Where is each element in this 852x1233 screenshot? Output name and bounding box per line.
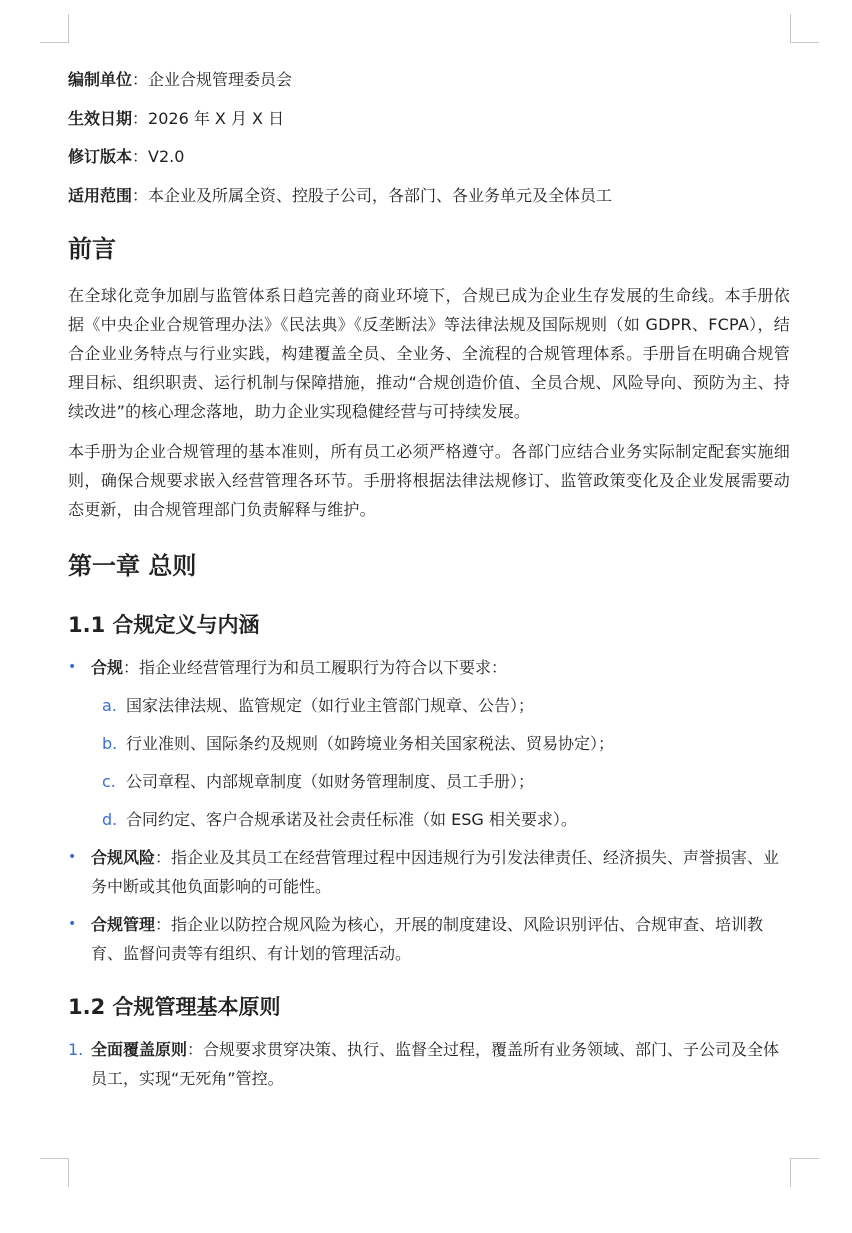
bullet-sep: ：	[155, 847, 172, 867]
meta-key: 修订版本	[68, 147, 133, 166]
list-item	[68, 1035, 790, 1093]
document-page	[68, 68, 790, 1093]
bullet-text: 指企业以防控合规风险为核心，开展的制度建设、风险识别评估、合规审查、培训教育、监督问责等有组织、有计划的管理活动。	[91, 914, 764, 963]
page-corner-mark-bottom-right	[790, 1158, 819, 1187]
alpha-text: 合同约定、客户合规承诺及社会责任标准（如 ESG 相关要求）。	[126, 809, 577, 829]
number-marker: 1.	[68, 1039, 84, 1059]
alpha-text: 行业准则、国际条约及规则（如跨境业务相关国家税法、贸易协定）；	[126, 733, 615, 753]
meta-block	[68, 68, 790, 208]
meta-key: 适用范围	[68, 185, 133, 205]
meta-key: 生效日期	[68, 108, 133, 128]
meta-value: 2026 年 X 月 X 日	[148, 108, 285, 128]
chapter-1-heading: 第一章 总则	[68, 551, 197, 580]
list-item	[68, 910, 790, 968]
page-corner-mark-bottom-left	[40, 1158, 69, 1187]
preface-paragraph-2: 本手册为企业合规管理的基本准则，所有员工必须严格遵守。各部门应结合业务实际制定配套实施细则，确保合规要求嵌入经营管理各环节。手册将根据法律法规修订、监管政策变化及企业发展需要动态更新，由合规管理部门负责解释与维护。	[68, 441, 790, 519]
list-item	[68, 691, 790, 720]
item-text: 合规要求贯穿决策、执行、监督全过程，覆盖所有业务领域、部门、子公司及全体员工，实现“无死角”管控。	[91, 1039, 780, 1088]
alpha-marker: d.	[102, 809, 118, 829]
meta-sep: ：	[132, 108, 149, 128]
meta-key: 编制单位	[68, 70, 133, 89]
section-1-1-heading: 1.1 合规定义与内涵	[68, 612, 260, 637]
bullet-term: 合规风险	[91, 847, 156, 867]
list-item	[68, 653, 790, 682]
bullet-sep: ：	[123, 657, 140, 677]
list-item	[68, 843, 790, 901]
bullet-sep: ：	[155, 914, 172, 934]
alpha-text: 公司章程、内部规章制度（如财务管理制度、员工手册）；	[126, 771, 535, 791]
page-corner-mark-top-left	[40, 14, 69, 43]
alpha-marker: c.	[102, 771, 116, 791]
meta-sep: ：	[132, 70, 149, 89]
meta-row-unit	[68, 68, 790, 92]
list-item	[68, 767, 790, 796]
meta-value: V2.0	[148, 147, 185, 166]
item-term: 全面覆盖原则	[91, 1039, 188, 1059]
alpha-marker: a.	[102, 695, 117, 715]
meta-row-scope	[68, 184, 790, 208]
meta-value: 企业合规管理委员会	[148, 70, 293, 89]
bullet-marker: •	[68, 915, 77, 932]
meta-row-date	[68, 107, 790, 131]
bullet-text: 指企业经营管理行为和员工履职行为符合以下要求：	[139, 657, 508, 677]
bullet-term: 合规管理	[91, 914, 156, 934]
section-1-2-heading: 1.2 合规管理基本原则	[68, 994, 281, 1019]
preface-heading: 前言	[68, 234, 116, 263]
meta-value: 本企业及所属全资、控股子公司，各部门、各业务单元及全体员工	[148, 185, 613, 205]
alpha-marker: b.	[102, 733, 118, 753]
bullet-marker: •	[68, 848, 77, 865]
bullet-marker: •	[68, 658, 77, 675]
list-item	[68, 729, 790, 758]
alpha-text: 国家法律法规、监管规定（如行业主管部门规章、公告）；	[126, 695, 535, 715]
bullet-term: 合规	[91, 657, 124, 677]
page-corner-mark-top-right	[790, 14, 819, 43]
list-item	[68, 805, 790, 834]
bullet-text: 指企业及其员工在经营管理过程中因违规行为引发法律责任、经济损失、声誉损害、业务中断或其他负面影响的可能性。	[91, 847, 780, 896]
preface-paragraph-1: 在全球化竞争加剧与监管体系日趋完善的商业环境下，合规已成为企业生存发展的生命线。本手册依据《中央企业合规管理办法》《民法典》《反垄断法》等法律法规及国际规则（如 GDPR、FCPA），结合企业业务特点与行业实践，构建覆盖全员、全业务、全流程的合规管理体系。手册旨在明确合规管理目标、组织职责、运行机制与保障措施，推动“合规创造价值、全员合规、风险导向、预防为主、持续改进”的核心理念落地，助力企业实现稳健经营与可持续发展。	[68, 285, 790, 421]
meta-sep: ：	[132, 147, 149, 166]
meta-sep: ：	[132, 185, 149, 205]
meta-row-version	[68, 145, 790, 169]
item-sep: ：	[187, 1039, 204, 1059]
